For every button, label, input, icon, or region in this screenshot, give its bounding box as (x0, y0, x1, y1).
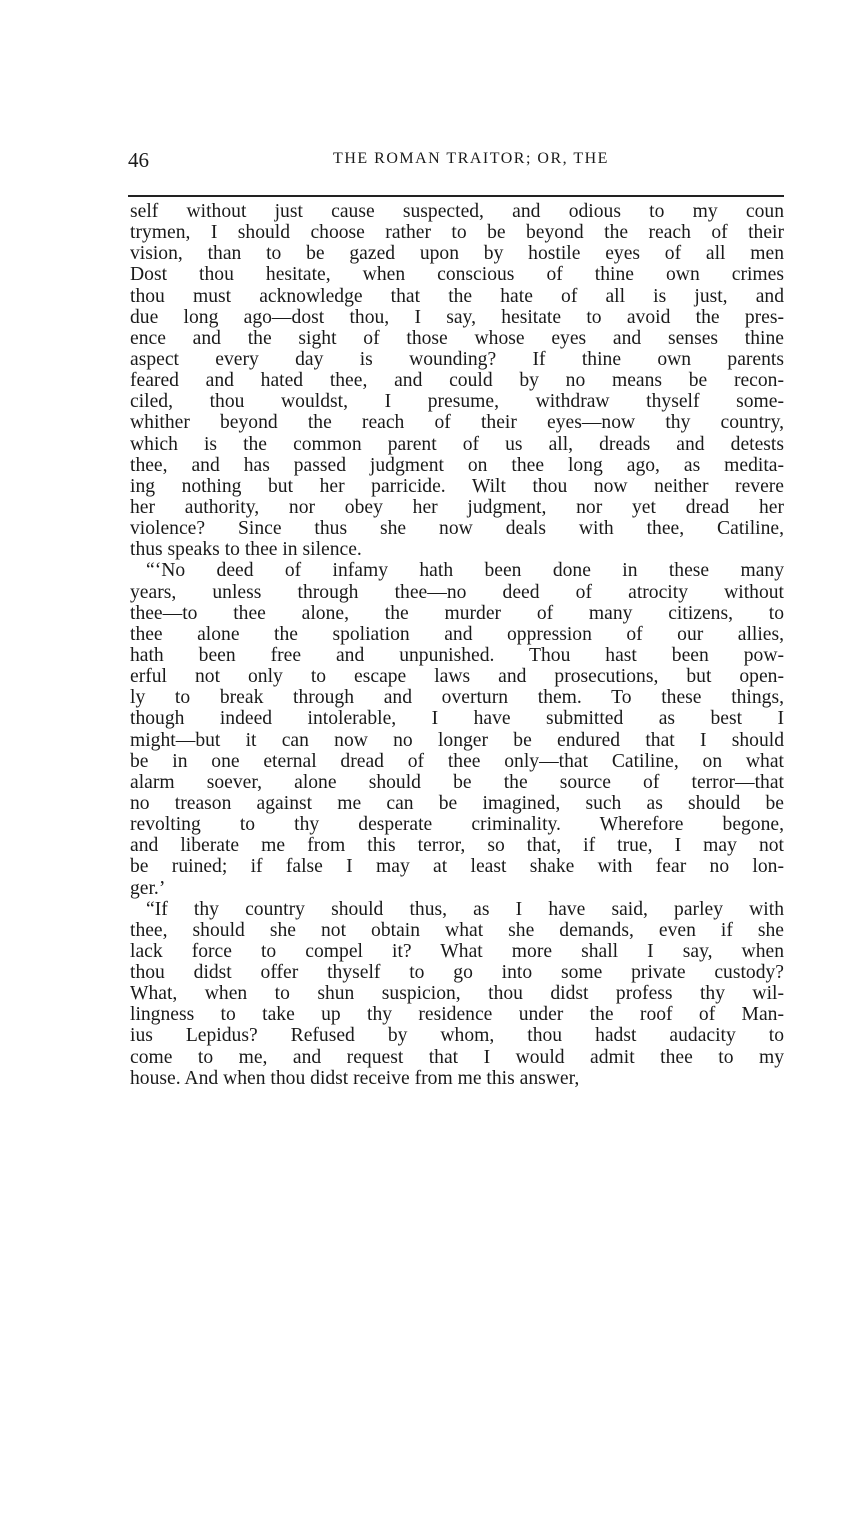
text-line: alarm soever, alone should be the source of terror—that (130, 771, 784, 793)
text-line: whither beyond the reach of their eyes—now thy country, (130, 412, 784, 434)
text-line: erful not only to escape laws and prosecutions, but open- (130, 666, 784, 688)
text-line: her authority, nor obey her judgment, nor yet dread her (130, 496, 784, 518)
text-line: house. And when thou didst receive from me this answer, (130, 1067, 580, 1089)
text-line: thee alone the spoliation and oppression of our allies, (130, 623, 784, 645)
text-line: ly to break through and overturn them. To these things, (130, 687, 784, 709)
paragraph (130, 560, 784, 898)
text-line: ence and the sight of those whose eyes and senses thine (130, 327, 784, 349)
text-line: years, unless through thee—no deed of atrocity without (130, 581, 784, 603)
text-line: feared and hated thee, and could by no means be recon- (130, 370, 784, 392)
text-line: “If thy country should thus, as I have said, parley with (146, 898, 784, 920)
text-line: which is the common parent of us all, dreads and detests (130, 433, 784, 455)
header-rule (128, 195, 784, 197)
body-text (130, 201, 784, 1089)
text-line: revolting to thy desperate criminality. Wherefore begone, (130, 814, 784, 836)
text-line: vision, than to be gazed upon by hostile eyes of all men (130, 243, 784, 265)
text-line: be in one eternal dread of thee only—that Catiline, on what (130, 750, 784, 772)
text-line: lack force to compel it? What more shall I say, when (130, 940, 784, 962)
running-title: THE ROMAN TRAITOR; OR, THE (333, 150, 609, 167)
text-line: and liberate me from this terror, so that, if true, I may not (130, 835, 784, 857)
text-line: be ruined; if false I may at least shake with fear no lon- (130, 856, 784, 878)
text-line: though indeed intolerable, I have submitted as best I (130, 708, 784, 730)
text-line: thee—to thee alone, the murder of many citizens, to (130, 602, 784, 624)
text-line: trymen, I should choose rather to be beyond the reach of their (130, 222, 784, 244)
text-line: Dost thou hesitate, when conscious of thine own crimes (130, 264, 784, 286)
text-line: thou didst offer thyself to go into some private custody? (130, 962, 784, 984)
text-line: violence? Since thus she now deals with thee, Catiline, (130, 518, 784, 540)
text-line: What, when to shun suspicion, thou didst profess thy wil- (130, 983, 784, 1005)
page-number: 46 (128, 148, 149, 172)
paragraph (130, 201, 784, 560)
text-line: ing nothing but her parricide. Wilt thou now neither revere (130, 475, 784, 497)
text-line: thus speaks to thee in silence. (130, 539, 362, 561)
text-line: might—but it can now no longer be endured that I should (130, 729, 784, 751)
text-line: aspect every day is wounding? If thine own parents (130, 348, 784, 370)
text-line: thee, and has passed judgment on thee long ago, as medita- (130, 454, 784, 476)
text-line: due long ago—dost thou, I say, hesitate to avoid the pres- (130, 306, 784, 328)
text-line: thee, should she not obtain what she demands, even if she (130, 919, 784, 941)
text-line: self without just cause suspected, and odious to my coun (130, 201, 784, 222)
text-line: hath been free and unpunished. Thou hast been pow- (130, 644, 784, 666)
text-line: ius Lepidus? Refused by whom, thou hadst audacity to (130, 1025, 784, 1047)
text-line: lingness to take up thy residence under the roof of Man- (130, 1004, 784, 1026)
text-line: ger.’ (130, 877, 166, 899)
running-header (128, 148, 784, 172)
text-line: come to me, and request that I would admit thee to my (130, 1046, 784, 1068)
paragraph (130, 899, 784, 1089)
text-line: no treason against me can be imagined, such as should be (130, 792, 784, 814)
text-line: thou must acknowledge that the hate of all is just, and (130, 285, 784, 307)
text-line: “‘No deed of infamy hath been done in these many (146, 560, 784, 582)
text-line: ciled, thou wouldst, I presume, withdraw thyself some- (130, 391, 784, 413)
